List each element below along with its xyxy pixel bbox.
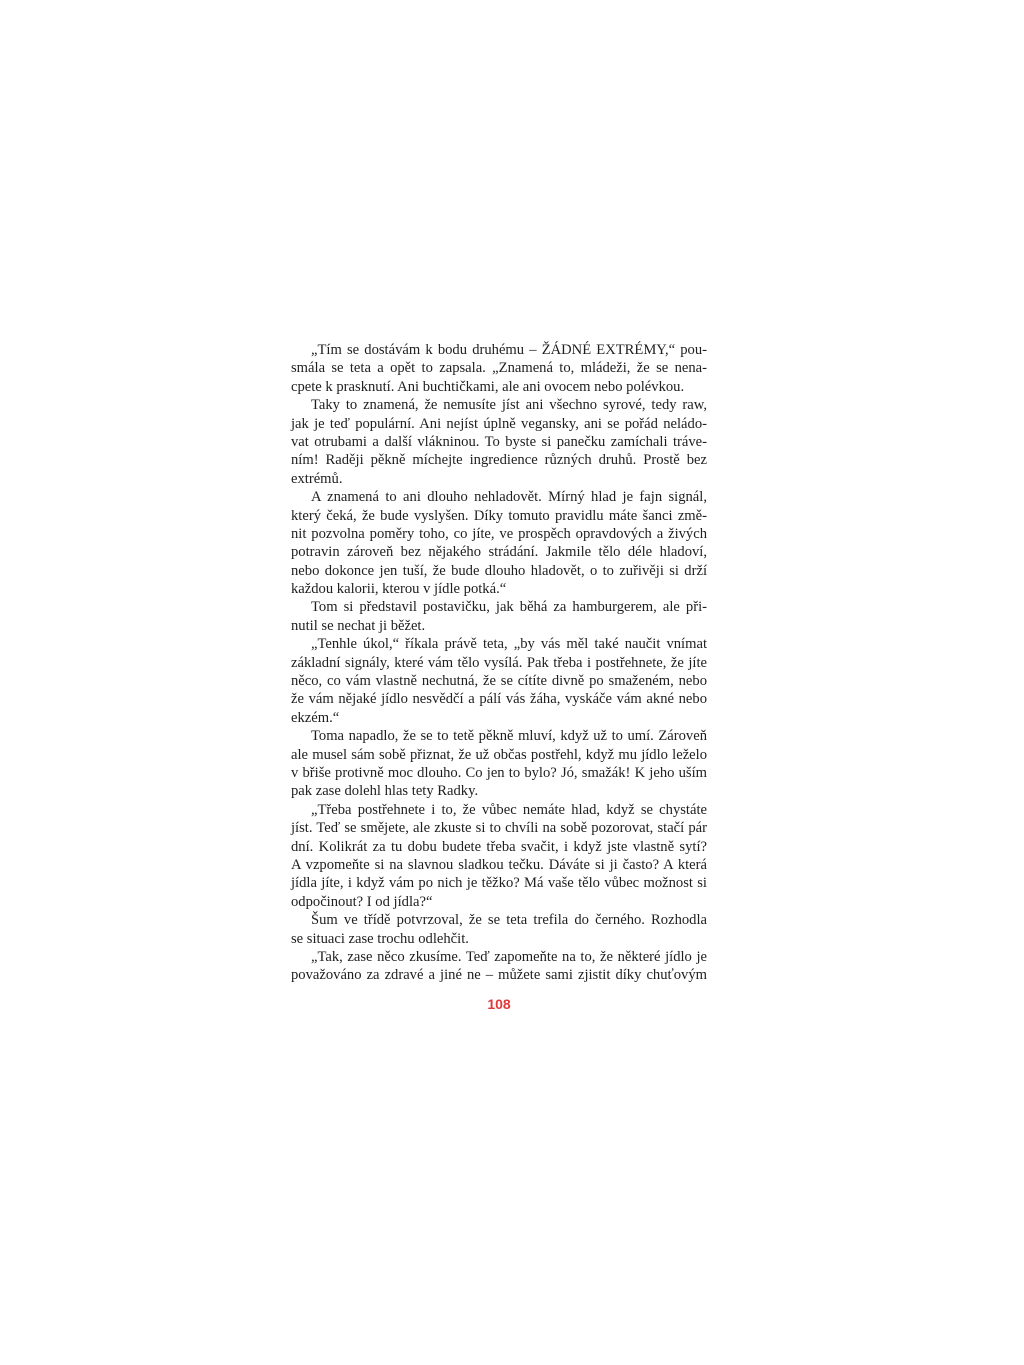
paragraph (291, 801, 707, 911)
paragraph (291, 598, 707, 635)
text-line: považováno za zdravé a jiné ne – můžete sami zjistit díky chuťovým (291, 967, 707, 984)
text-line: který čeká, že bude vyslyšen. Díky tomuto pravidlu máte šanci změ- (291, 507, 707, 524)
paragraph (291, 635, 707, 727)
text-line: každou kalorii, kterou v jídle potká.“ (291, 581, 507, 598)
paragraph (291, 727, 707, 801)
paragraph (291, 948, 707, 985)
text-line: „Tím se dostávám k bodu druhému – ŽÁDNÉ EXTRÉMY,“ pou- (311, 342, 707, 358)
text-line: A vzpomeňte si na slavnou sladkou tečku. Dáváte si ji často? A která (291, 856, 707, 873)
paragraph (291, 341, 707, 396)
paragraph (291, 396, 707, 488)
text-line: Taky to znamená, že nemusíte jíst ani všechno syrové, tedy raw, (311, 397, 707, 414)
text-line: jak je teď populární. Ani nejíst úplně vegansky, ani se pořád neládo- (291, 415, 707, 432)
text-line: A znamená to ani dlouho nehladovět. Mírný hlad je fajn signál, (311, 489, 707, 506)
text-line: něco, co vám vlastně nechutná, že se cítíte divně po smaženém, nebo (291, 673, 707, 690)
text-line: ním! Raději pěkně míchejte ingredience různých druhů. Prostě bez (291, 452, 707, 469)
text-line: v břiše protivně moc dlouho. Co jen to bylo? Jó, smažák! K jeho uším (291, 764, 707, 781)
text-line: Šum ve třídě potvrzoval, že se teta trefila do černého. Rozhodla (311, 912, 707, 929)
text-line: odpočinout? I od jídla?“ (291, 893, 433, 910)
text-line: vat otrubami a další vlákninou. To byste si panečku zamíchali tráve- (291, 433, 707, 450)
text-line: ekzém.“ (291, 709, 340, 726)
text-line: smála se teta a opět to zapsala. „Znamená to, mládeži, že se nena- (291, 360, 707, 377)
text-line: cpete k prasknutí. Ani buchtičkami, ale ani ovocem nebo polévkou. (291, 378, 685, 395)
text-line: extrémů. (291, 470, 343, 487)
text-line: základní signály, které vám tělo vysílá. Pak třeba i postřehnete, že jíte (291, 654, 707, 671)
text-line: Tom si představil postavičku, jak běhá za hamburgerem, ale při- (311, 599, 707, 616)
paragraph (291, 911, 707, 948)
text-line: potravin zároveň bez nějakého strádání. Jakmile tělo déle hladoví, (291, 544, 707, 561)
page-number: 108 (487, 996, 511, 1012)
body-text (291, 341, 707, 985)
text-line: jíst. Teď se smějete, ale zkuste si to chvíli na sobě pozorovat, stačí pár (291, 820, 707, 837)
text-line: nit pozvolna poměry toho, co jíte, ve prospěch opravdových a živých (291, 525, 707, 542)
text-line: nebo dokonce jen tuší, že bude dlouho hladovět, o to zuřivěji si drží (291, 562, 707, 579)
text-line: dní. Kolikrát za tu dobu budete třeba svačit, i když jste vlastně sytí? (291, 838, 707, 855)
text-line: „Tenhle úkol,“ říkala právě teta, „by vás měl také naučit vnímat (311, 636, 707, 653)
text-line: „Třeba postřehnete i to, že vůbec nemáte hlad, když se chystáte (311, 801, 707, 818)
text-line: „Tak, zase něco zkusíme. Teď zapomeňte na to, že některé jídlo je (311, 948, 707, 965)
text-line: ale musel sám sobě přiznat, že už občas postřehl, když mu jídlo leželo (291, 746, 707, 763)
text-line: Toma napadlo, že se to tetě pěkně mluví, když už to umí. Zároveň (311, 728, 707, 745)
paragraph (291, 488, 707, 598)
text-line: že vám nějaké jídlo nesvědčí a pálí vás žáha, vyskáče vám akné nebo (291, 691, 707, 708)
text-line: nutil se nechat ji běžet. (291, 617, 426, 634)
text-line: se situaci zase trochu odlehčit. (291, 930, 469, 947)
text-line: jídla jíte, i když vám po nich je těžko? Má vaše tělo vůbec možnost si (291, 875, 707, 892)
text-line: pak zase dolehl hlas tety Radky. (291, 783, 479, 800)
